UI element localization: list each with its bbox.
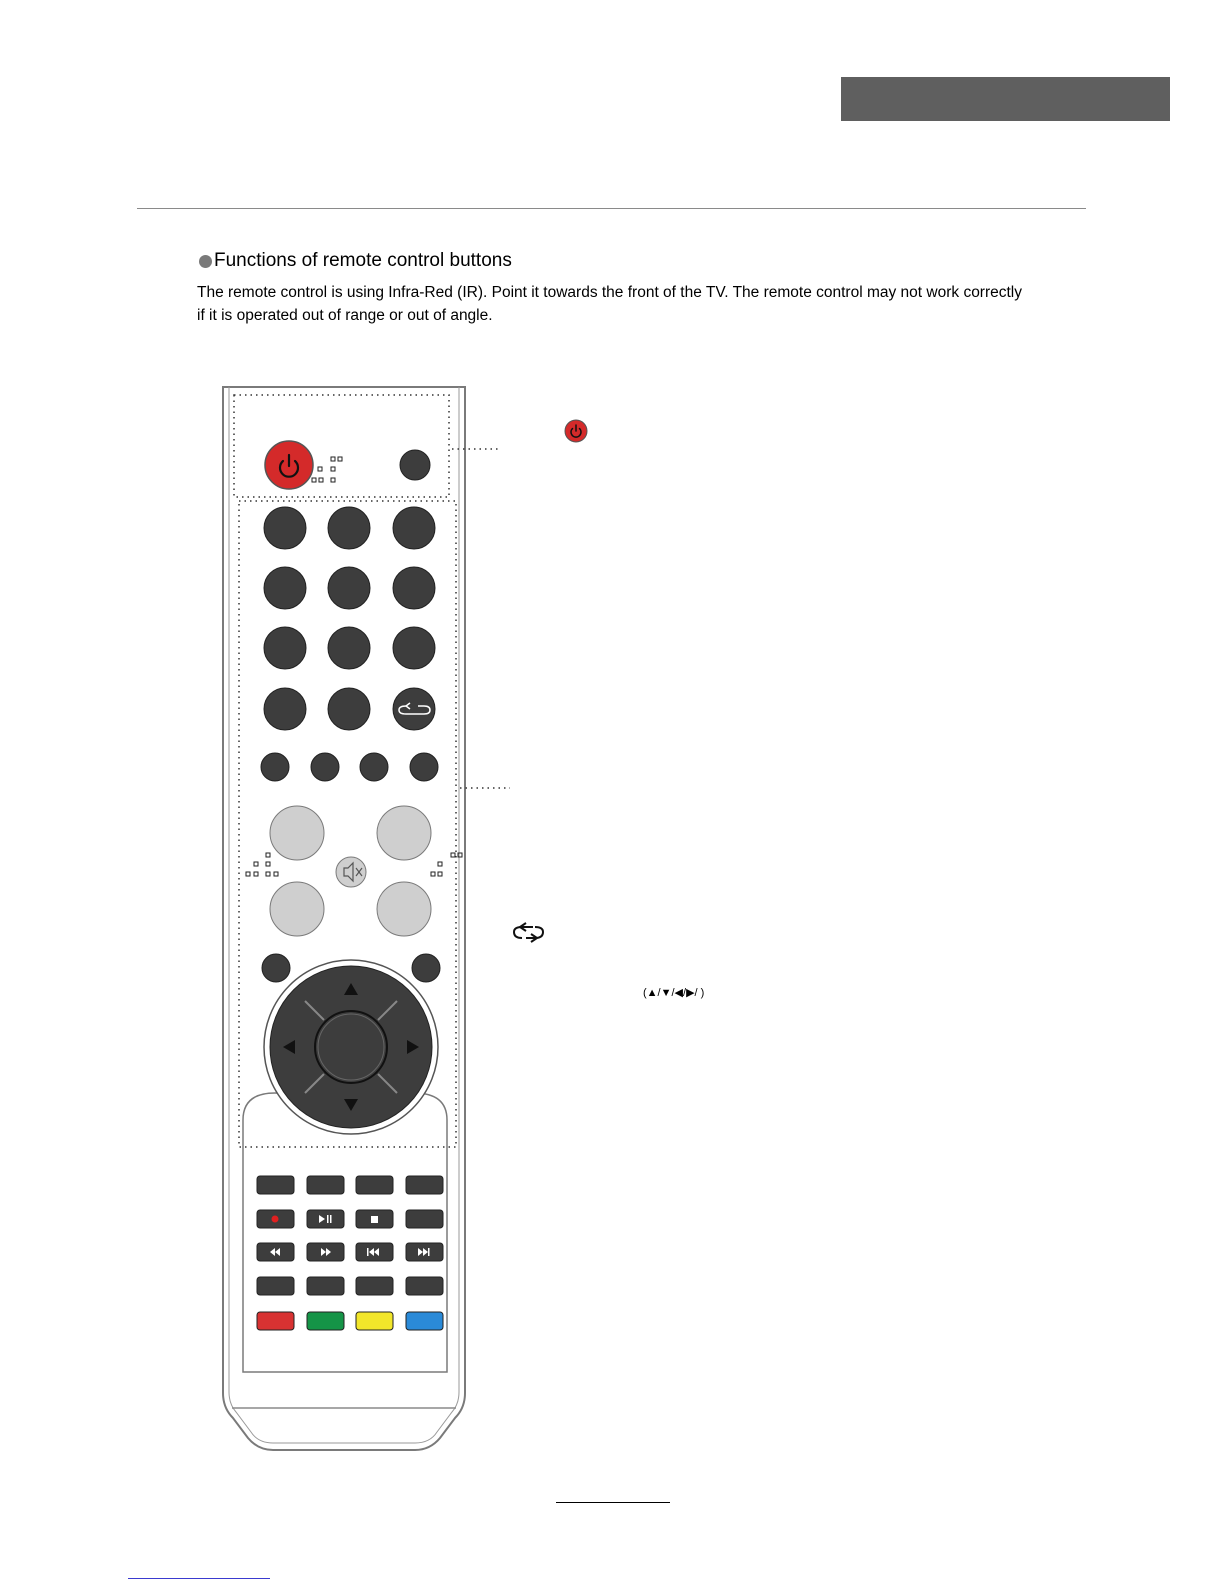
callout-power-icon [565, 420, 587, 442]
number-key [264, 627, 306, 669]
green-key [307, 1312, 344, 1330]
footer-rule [556, 1502, 670, 1503]
function-key-4 [410, 753, 438, 781]
rect-key [356, 1176, 393, 1194]
volume-up-button [270, 806, 324, 860]
number-key [264, 688, 306, 730]
blue-key [406, 1312, 443, 1330]
callout-recall-icon [514, 923, 543, 942]
record-icon [272, 1216, 279, 1223]
number-key [393, 507, 435, 549]
rect-key [406, 1277, 443, 1295]
yellow-key [356, 1312, 393, 1330]
intro-paragraph: The remote control is using Infra-Red (IR). Point it towards the front of the TV. The remote control may not work correctly if it is operated out of range or out of angle. [197, 284, 1023, 324]
rect-key [406, 1210, 443, 1228]
callout-navigation-keys: (▲/▼/◀/▶/ ) [643, 987, 705, 999]
number-key [393, 567, 435, 609]
function-key-2 [311, 753, 339, 781]
play-pause-button [307, 1210, 344, 1228]
rect-key [307, 1277, 344, 1295]
mute-button [336, 857, 366, 887]
rect-key [406, 1176, 443, 1194]
function-key-3 [360, 753, 388, 781]
number-key [264, 567, 306, 609]
number-key [328, 567, 370, 609]
volume-down-button [270, 882, 324, 936]
exit-button [412, 954, 440, 982]
number-key [264, 507, 306, 549]
rect-key [257, 1176, 294, 1194]
stop-icon [371, 1216, 378, 1223]
ok-button [315, 1011, 387, 1083]
number-key [328, 507, 370, 549]
rect-key [307, 1176, 344, 1194]
channel-up-button [377, 806, 431, 860]
section-title-text: Functions of remote control buttons [214, 250, 512, 271]
red-key [257, 1312, 294, 1330]
source-button [400, 450, 430, 480]
bottom-link-underline [128, 1578, 270, 1579]
rect-key [257, 1277, 294, 1295]
function-key-1 [261, 753, 289, 781]
number-key [328, 688, 370, 730]
menu-button [262, 954, 290, 982]
number-key [393, 627, 435, 669]
rect-key [356, 1277, 393, 1295]
channel-down-button [377, 882, 431, 936]
number-key [328, 627, 370, 669]
